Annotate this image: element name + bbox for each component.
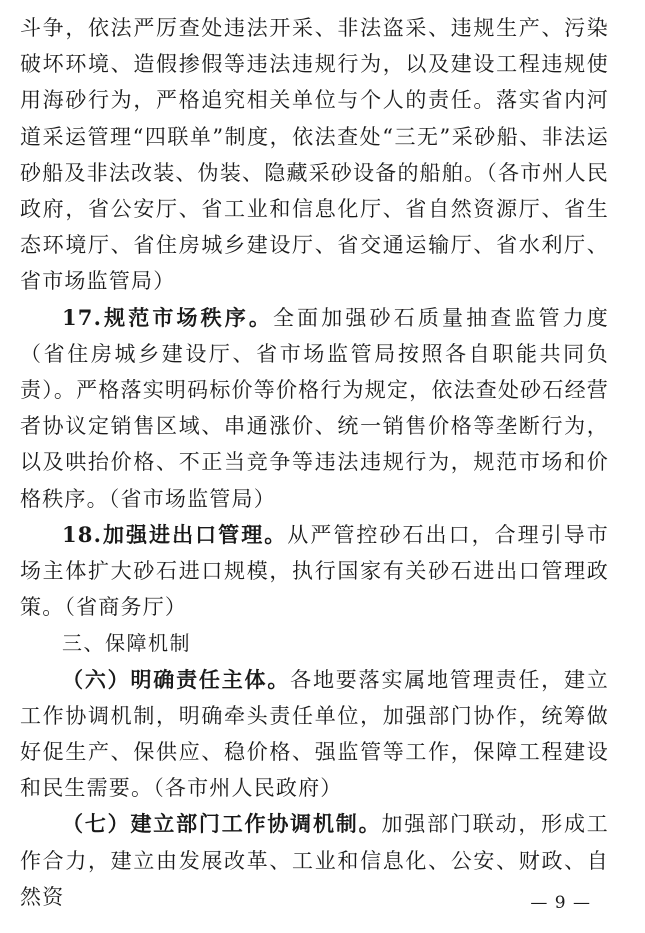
item-17-title: 17.规范市场秩序。 (62, 304, 274, 330)
sub-7-body: 加强部门联动，形成工作合力，建立由发展改革、工业和信息化、公安、财政、自然资 (20, 812, 609, 909)
paragraph-item-18 (20, 517, 609, 626)
item-18-body: 从严管控砂石出口，合理引导市场主体扩大砂石进口规模，执行国家有关砂石进出口管理政策。（省商务厅） (20, 522, 609, 620)
paragraph-sub-6 (20, 662, 609, 807)
sub-6-title: （六）明确责任主体。 (62, 667, 291, 692)
item-18-title: 18.加强进出口管理。 (62, 521, 288, 547)
sub-7-title: （七）建立部门工作协调机制。 (62, 812, 382, 837)
section-heading-safeguards: 三、保障机制 (62, 631, 191, 656)
item-17-body: 全面加强砂石质量抽查监管力度（省住房城乡建设厅、省市场监管局按照各自职能共同负责）。严格落实明码标价等价格行为规定，依法查处砂石经营者协议定销售区域、串通涨价、统一销售价格等垄断行为，以及哄抬价格、不正当竞争等违法违规行为，规范市场和价格秩序。（省市场监管局） (20, 305, 609, 511)
page-number: — 9 — (530, 893, 591, 913)
paragraph-item-17 (20, 300, 609, 517)
sub-6-body: 各地要落实属地管理责任，建立工作协调机制，明确牵头责任单位，加强部门协作，统筹做好促生产、保供应、稳价格、强监管等工作，保障工程建设和民生需要。（各市州人民政府） (20, 667, 609, 801)
paragraph-sub-7 (20, 806, 609, 915)
paragraph-continuation: 斗争，依法严厉查处违法开采、非法盗采、违规生产、污染破坏环境、造假掺假等违法违规行为，以及建设工程违规使用海砂行为，严格追究相关单位与个人的责任。落实省内河道采运管理“四联单”制度，依法查处“三无”采砂船、非法运砂船及非法改装、伪装、隐藏采砂设备的船舶。（各市州人民政府，省公安厅、省工业和信息化厅、省自然资源厅、省生态环境厅、省住房城乡建设厅、省交通运输厅、省水利厅、省市场监管局） (20, 16, 609, 294)
